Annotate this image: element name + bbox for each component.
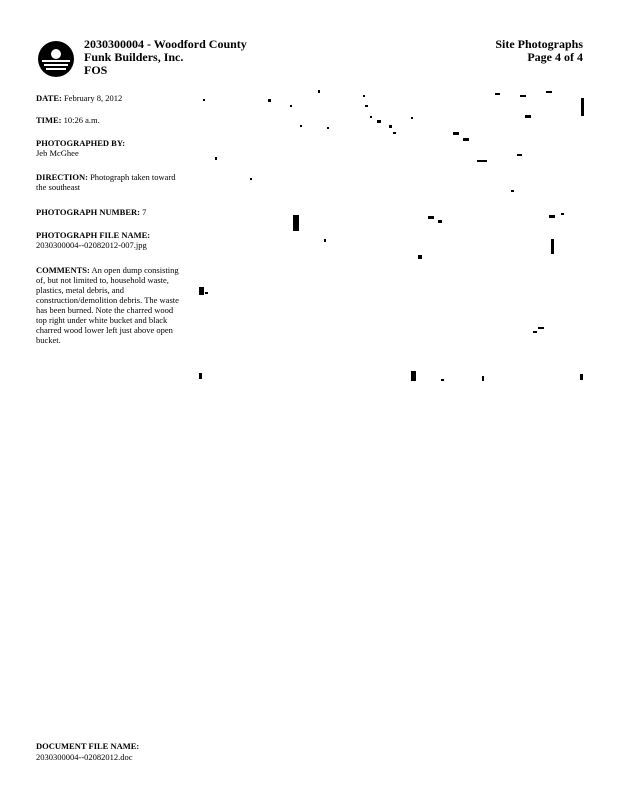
document-file-name-value: 2030300004--02082012.doc bbox=[36, 752, 133, 762]
agency-logo-icon bbox=[37, 40, 75, 78]
photo-file-name-value: 2030300004--02082012-007.jpg bbox=[36, 240, 147, 250]
section-title: Site Photographs bbox=[495, 37, 583, 51]
photographed-by-field bbox=[36, 138, 125, 158]
photographed-by-label: PHOTOGRAPHED BY: bbox=[36, 138, 126, 148]
comments-field bbox=[36, 265, 186, 345]
time-field bbox=[36, 115, 100, 125]
time-label: TIME: bbox=[36, 115, 62, 125]
direction-value: Photograph taken toward the southeast bbox=[36, 172, 176, 192]
company-name: Funk Builders, Inc. bbox=[84, 50, 184, 64]
direction-field bbox=[36, 172, 186, 192]
photo-number-label: PHOTOGRAPH NUMBER: bbox=[36, 207, 140, 217]
facility-id-title: 2030300004 - Woodford County bbox=[84, 37, 247, 51]
comments-value: An open dump consisting of, but not limited to, household waste, plastics, metal debris, and construction/demolition debris. The waste has been burned. Note the charred wood top right under white bucket and black charred wood lower left just above open bucket. bbox=[36, 265, 179, 345]
photo-number-field bbox=[36, 207, 146, 217]
site-photograph bbox=[195, 87, 590, 387]
photo-file-name-label: PHOTOGRAPH FILE NAME: bbox=[36, 230, 151, 240]
date-field bbox=[36, 93, 122, 103]
date-value: February 8, 2012 bbox=[63, 93, 123, 103]
date-label: DATE: bbox=[36, 93, 62, 103]
time-value: 10:26 a.m. bbox=[63, 115, 100, 125]
photo-file-name-field bbox=[36, 230, 150, 250]
direction-label: DIRECTION: bbox=[36, 172, 88, 182]
program-code: FOS bbox=[84, 63, 108, 77]
document-file-name-label: DOCUMENT FILE NAME: bbox=[36, 741, 140, 751]
photographed-by-value: Jeb McGhee bbox=[36, 148, 79, 158]
comments-label: COMMENTS: bbox=[36, 265, 90, 275]
document-header bbox=[84, 38, 247, 77]
section-header bbox=[495, 38, 583, 64]
page-number: Page 4 of 4 bbox=[527, 50, 583, 64]
photo-number-value: 7 bbox=[142, 207, 147, 217]
